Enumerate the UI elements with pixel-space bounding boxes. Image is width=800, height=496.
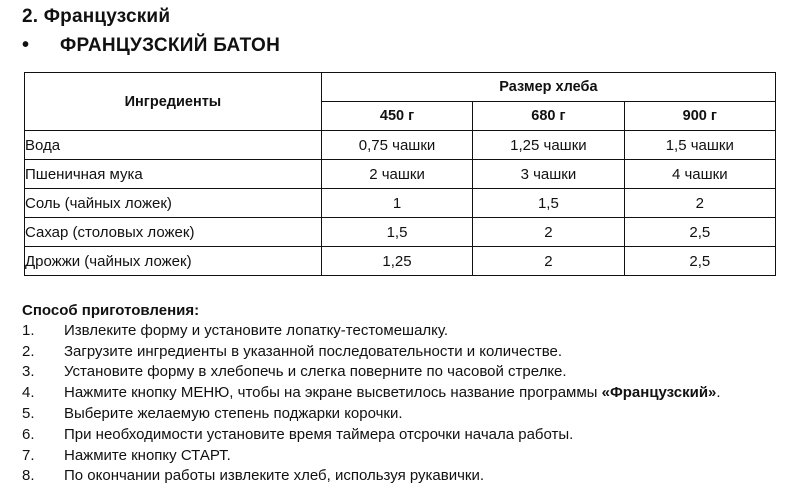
ingredient-name: Соль (чайных ложек) <box>25 189 322 218</box>
header-weight-450: 450 г <box>321 102 472 131</box>
table-row <box>25 247 776 276</box>
list-item <box>22 362 782 383</box>
list-item <box>22 341 782 362</box>
step-number: 3. <box>22 363 35 381</box>
table-row <box>25 131 776 160</box>
step-text: Установите форму в хлебопечь и слегка поверните по часовой стрелке. <box>64 363 567 381</box>
ingredient-value: 3 чашки <box>473 160 624 189</box>
method-section <box>22 302 782 486</box>
step-text-part: . <box>716 384 721 402</box>
recipe-title-text: ФРАНЦУЗСКИЙ БАТОН <box>60 34 281 56</box>
table-header-row <box>25 73 776 102</box>
section-title: 2. Французский <box>22 6 171 27</box>
step-text: При необходимости установите время таймера отсрочки начала работы. <box>64 425 574 443</box>
step-text: Загрузите ингредиенты в указанной последовательности и количестве. <box>64 342 563 360</box>
step-number: 5. <box>22 405 35 423</box>
method-title: Способ приготовления: <box>22 302 200 319</box>
step-number: 7. <box>22 446 35 464</box>
bullet-icon: • <box>22 34 30 56</box>
ingredient-value: 1,5 <box>321 218 472 247</box>
ingredient-name: Дрожжи (чайных ложек) <box>25 247 322 276</box>
step-text <box>64 384 721 401</box>
list-item <box>22 445 782 466</box>
recipe-title <box>22 34 280 57</box>
header-ingredients: Ингредиенты <box>25 73 322 131</box>
ingredient-value: 1,25 чашки <box>473 131 624 160</box>
step-text: Нажмите кнопку СТАРТ. <box>64 446 231 464</box>
step-text-part: Нажмите кнопку МЕНЮ, чтобы на экране высветилось название программы <box>64 384 602 402</box>
ingredient-value: 2 чашки <box>321 160 472 189</box>
list-item <box>22 466 782 487</box>
ingredient-value: 0,75 чашки <box>321 131 472 160</box>
header-weight-680: 680 г <box>473 102 624 131</box>
ingredient-value: 2 <box>473 247 624 276</box>
ingredient-name: Сахар (столовых ложек) <box>25 218 322 247</box>
ingredient-value: 2 <box>473 218 624 247</box>
step-text: По окончании работы извлеките хлеб, используя рукавички. <box>64 467 485 485</box>
step-number: 6. <box>22 425 35 443</box>
list-item <box>22 320 782 341</box>
ingredient-value: 1,5 чашки <box>624 131 775 160</box>
ingredient-value: 1 <box>321 189 472 218</box>
ingredient-value: 4 чашки <box>624 160 775 189</box>
step-number: 2. <box>22 342 35 360</box>
ingredients-table <box>24 72 776 276</box>
ingredient-value: 2,5 <box>624 218 775 247</box>
step-number: 8. <box>22 467 35 485</box>
table-row <box>25 218 776 247</box>
ingredient-value: 2 <box>624 189 775 218</box>
list-item <box>22 403 782 424</box>
header-weight-900: 900 г <box>624 102 775 131</box>
step-text: Извлеките форму и установите лопатку-тестомешалку. <box>64 321 449 339</box>
step-number: 1. <box>22 321 35 339</box>
ingredient-value: 1,5 <box>473 189 624 218</box>
ingredient-name: Пшеничная мука <box>25 160 322 189</box>
step-text: Выберите желаемую степень поджарки корочки. <box>64 405 403 423</box>
program-name: «Французский» <box>601 384 717 402</box>
table-row <box>25 189 776 218</box>
table-row <box>25 160 776 189</box>
ingredient-name: Вода <box>25 131 322 160</box>
list-item <box>22 424 782 445</box>
step-number: 4. <box>22 384 35 402</box>
header-bread-size: Размер хлеба <box>321 73 775 102</box>
ingredient-value: 2,5 <box>624 247 775 276</box>
list-item <box>22 382 782 403</box>
ingredient-value: 1,25 <box>321 247 472 276</box>
